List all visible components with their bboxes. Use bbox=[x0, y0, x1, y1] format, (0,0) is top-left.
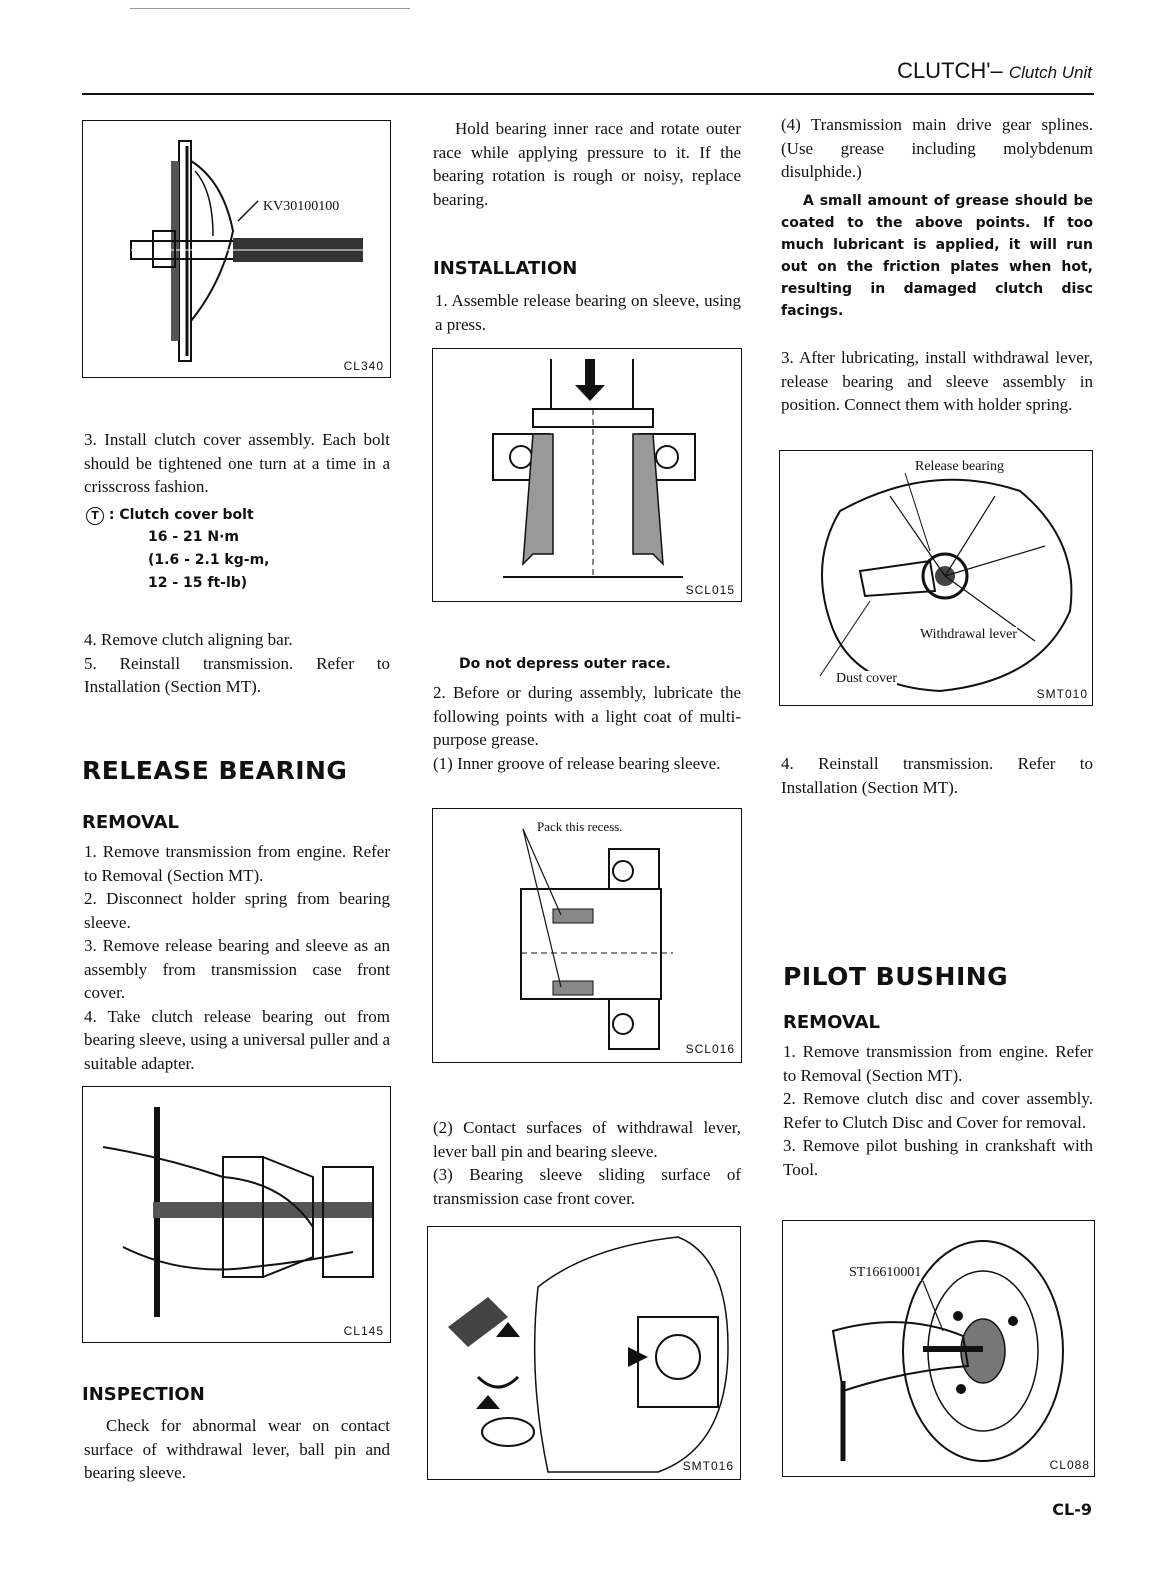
pilot-removal-steps bbox=[783, 1040, 1093, 1181]
step-4-text: 4. Remove clutch aligning bar. bbox=[84, 630, 293, 649]
dust-cover-callout: Dust cover bbox=[836, 671, 898, 686]
figure-code: SCL015 bbox=[685, 583, 735, 597]
pilot-step-2: 2. Remove clutch disc and cover assembly. Refer to Clutch Disc and Cover for removal. bbox=[783, 1089, 1093, 1132]
press-illustration bbox=[433, 349, 741, 601]
removal-step-4: 4. Take clutch release bearing out from bearing sleeve, using a universal puller and a suitable adapter. bbox=[84, 1006, 390, 1073]
torque-spec-label: : Clutch cover bolt bbox=[108, 507, 254, 523]
inspection-heading: INSPECTION bbox=[82, 1384, 205, 1405]
lube-point-2: (2) Contact surfaces of withdrawal lever, lever ball pin and bearing sleeve. bbox=[433, 1118, 741, 1161]
figure-code: CL088 bbox=[1049, 1458, 1090, 1472]
step-3-text: 3. Install clutch cover assembly. Each bolt should be tightened one turn at a time in a crisscross fashion. bbox=[84, 430, 390, 496]
install-step-2 bbox=[433, 681, 741, 775]
figure-code: CL145 bbox=[343, 1324, 384, 1338]
top-scan-line bbox=[130, 8, 410, 9]
figure-scl016 bbox=[432, 808, 742, 1063]
hold-bearing-paragraph bbox=[433, 117, 741, 211]
removal-step-1: 1. Remove transmission from engine. Refer to Removal (Section MT). bbox=[84, 842, 390, 885]
figure-cl145 bbox=[82, 1086, 391, 1343]
release-removal-steps bbox=[84, 840, 390, 1075]
tool-callout: ST16610001 bbox=[849, 1265, 922, 1280]
lubrication-points-illustration bbox=[428, 1227, 740, 1479]
figure-smt016 bbox=[427, 1226, 741, 1480]
hold-text: Hold bearing inner race and rotate outer race while applying pressure to it. If the bearing rotation is rough or noisy, replace bearing. bbox=[433, 119, 741, 209]
torque-wrench-icon bbox=[86, 507, 104, 525]
torque-value-1: 16 - 21 N·m bbox=[148, 529, 240, 545]
install-step-4 bbox=[781, 752, 1093, 799]
header-dash: '– bbox=[986, 58, 1009, 83]
withdrawal-lever-callout: Withdrawal lever bbox=[920, 627, 1018, 642]
pilot-step-1: 1. Remove transmission from engine. Refer to Removal (Section MT). bbox=[783, 1042, 1093, 1085]
pilot-bushing-removal-illustration bbox=[783, 1221, 1094, 1476]
caution-note: Do not depress outer race. bbox=[459, 656, 671, 672]
header-title: CLUTCH bbox=[897, 58, 987, 83]
pack-recess-callout: Pack this recess. bbox=[537, 819, 623, 834]
install-1-text: 1. Assemble release bearing on sleeve, using a press. bbox=[435, 291, 741, 334]
torque-value-2: (1.6 - 2.1 kg-m, bbox=[148, 552, 270, 568]
release-removal-heading: REMOVAL bbox=[82, 812, 179, 833]
page-header bbox=[897, 58, 1092, 84]
clutch-alignment-illustration bbox=[83, 121, 390, 377]
install-3-text: 3. After lubricating, install withdrawal lever, release bearing and sleeve assembly in position. Connect them with holder spring. bbox=[781, 348, 1093, 414]
lube-point-3: (3) Bearing sleeve sliding surface of transmission case front cover. bbox=[433, 1165, 741, 1208]
install-step-1 bbox=[435, 289, 741, 336]
puller-illustration bbox=[83, 1087, 390, 1342]
figure-code: SCL016 bbox=[685, 1042, 735, 1056]
removal-step-2: 2. Disconnect holder spring from bearing sleeve. bbox=[84, 889, 390, 932]
torque-value-3: 12 - 15 ft-lb) bbox=[148, 575, 248, 591]
figure-code: CL340 bbox=[343, 359, 384, 373]
inspection-section bbox=[84, 1414, 390, 1485]
inspection-text: Check for abnormal wear on contact surface of withdrawal lever, ball pin and bearing sleeve. bbox=[84, 1416, 390, 1482]
left-step-3 bbox=[84, 428, 390, 499]
install-step-3 bbox=[781, 346, 1093, 417]
figure-scl015 bbox=[432, 348, 742, 602]
tool-callout: KV30100100 bbox=[263, 199, 340, 214]
warning-text: A small amount of grease should be coated to the above points. If too much lubricant is applied, it will run out on the friction plates when hot, resulting in damaged clutch disc facings. bbox=[781, 193, 1093, 319]
pilot-removal-heading: REMOVAL bbox=[783, 1012, 880, 1033]
grease-warning bbox=[781, 190, 1093, 322]
installation-heading: INSTALLATION bbox=[433, 258, 578, 279]
figure-cl340 bbox=[82, 120, 391, 378]
withdrawal-lever-illustration bbox=[780, 451, 1092, 705]
header-subtitle: Clutch Unit bbox=[1008, 63, 1092, 82]
figure-code: SMT016 bbox=[682, 1459, 734, 1473]
lube-point-4-section bbox=[781, 113, 1093, 184]
page-number: CL-9 bbox=[1052, 1500, 1092, 1519]
figure-smt010 bbox=[779, 450, 1093, 706]
figure-cl088 bbox=[782, 1220, 1095, 1477]
figure-code: SMT010 bbox=[1036, 687, 1088, 701]
removal-step-3: 3. Remove release bearing and sleeve as an assembly from transmission case front cover. bbox=[84, 936, 390, 1002]
torque-symbol: T bbox=[91, 509, 99, 522]
section-pilot-bushing: PILOT BUSHING bbox=[783, 962, 1009, 991]
sleeve-recess-illustration bbox=[433, 809, 741, 1062]
pilot-step-3: 3. Remove pilot bushing in crankshaft with Tool. bbox=[783, 1136, 1093, 1179]
header-rule bbox=[82, 93, 1094, 95]
release-bearing-callout: Release bearing bbox=[915, 459, 1005, 474]
lube-points-2-3 bbox=[433, 1116, 741, 1210]
lube-point-4: (4) Transmission main drive gear splines. (Use grease including molybdenum disulphide.) bbox=[781, 115, 1093, 181]
install-2-text: 2. Before or during assembly, lubricate the following points with a light coat of multi-purpose grease. bbox=[433, 683, 741, 749]
install-4-text: 4. Reinstall transmission. Refer to Installation (Section MT). bbox=[781, 754, 1093, 797]
lube-point-1: (1) Inner groove of release bearing sleeve. bbox=[433, 753, 721, 773]
step-5-text: 5. Reinstall transmission. Refer to Installation (Section MT). bbox=[84, 653, 390, 696]
section-release-bearing: RELEASE BEARING bbox=[82, 756, 348, 785]
torque-spec bbox=[86, 504, 254, 526]
left-steps-4-5 bbox=[84, 628, 390, 699]
